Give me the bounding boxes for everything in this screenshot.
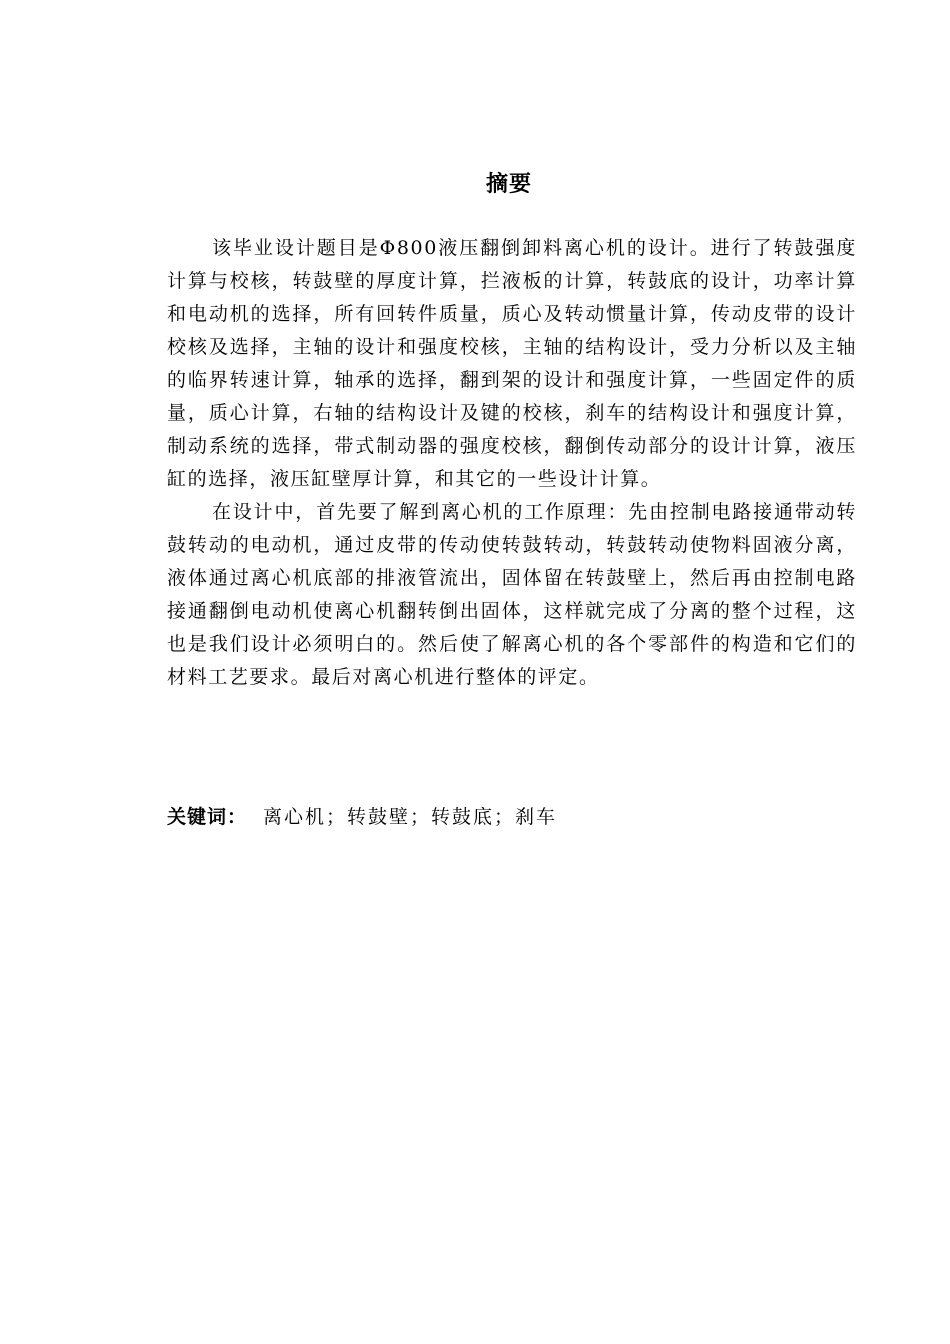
keywords-label: 关键词：	[167, 806, 248, 828]
abstract-paragraph-1: 该毕业设计题目是Φ800液压翻倒卸料离心机的设计。进行了转鼓强度计算与校核，转鼓壁的厚度计算，拦液板的计算，转鼓底的设计，功率计算和电动机的选择，所有回转件质量，质心及转动惯量计算，传动皮带的设计校核及选择，主轴的设计和强度校核，主轴的结构设计，受力分析以及主轴的临界转速计算，轴承的选择，翻到架的设计和强度计算，一些固定件的质量，质心计算，右轴的结构设计及键的校核，刹车的结构设计和强度计算，制动系统的选择，带式制动器的强度校核，翻倒传动部分的设计计算，液压缸的选择，液压缸壁厚计算，和其它的一些设计计算。	[167, 237, 857, 490]
abstract-title: 摘要	[485, 172, 532, 197]
abstract-paragraph-2: 在设计中，首先要了解到离心机的工作原理：先由控制电路接通带动转鼓转动的电动机，通过皮带的传动使转鼓转动，转鼓转动使物料固液分离，液体通过离心机底部的排液管流出，固体留在转鼓壁上，然后再由控制电路接通翻倒电动机使离心机翻转倒出固体，这样就完成了分离的整个过程，这也是我们设计必须明白的。然后使了解离心机的各个零部件的构造和它们的材料工艺要求。最后对离心机进行整体的评定。	[167, 501, 857, 688]
keywords-line	[167, 801, 857, 834]
keywords-values: 离心机；转鼓壁；转鼓底；刹车	[263, 806, 558, 828]
abstract-body	[167, 232, 857, 694]
